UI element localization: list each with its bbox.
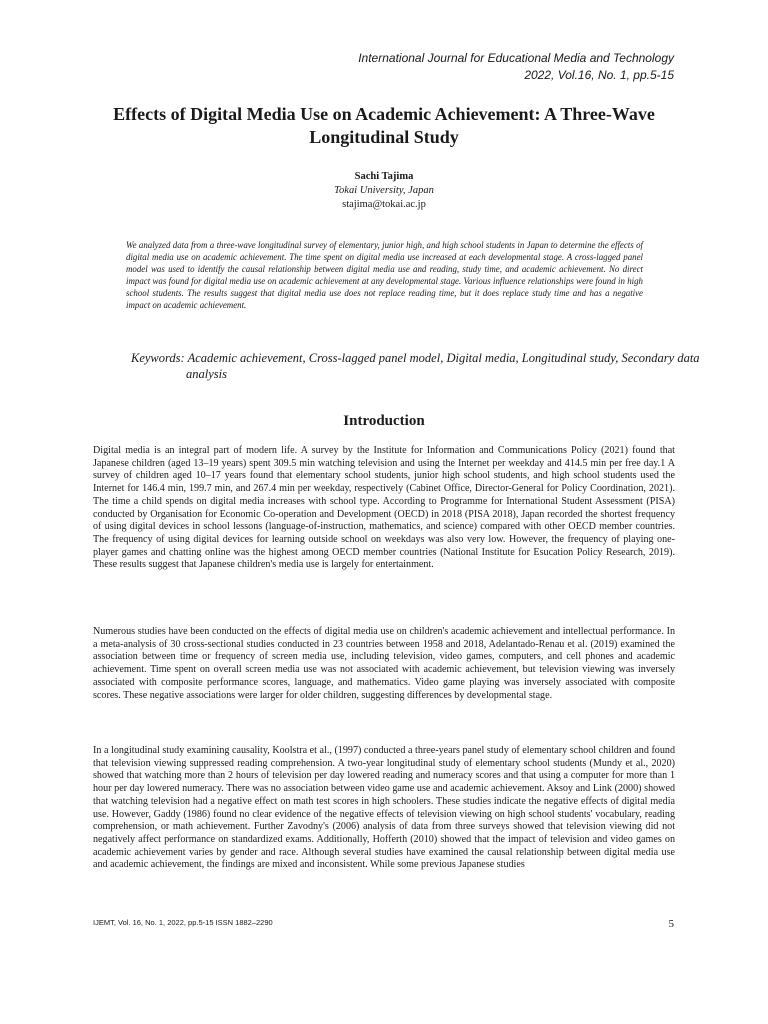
author-name: Sachi Tajima <box>354 171 414 182</box>
footer-citation: IJEMT, Vol. 16, No. 1, 2022, pp.5-15 ISSN 1882–2290 <box>93 918 273 927</box>
author-email: stajima@tokai.ac.jp <box>342 199 426 210</box>
keywords-text: Academic achievement, Cross-lagged panel model, Digital media, Longitudinal study, Secondary data analysis <box>186 351 700 381</box>
journal-header <box>358 50 674 84</box>
journal-name: International Journal for Educational Media and Technology <box>358 51 674 65</box>
section-heading-introduction: Introduction <box>343 413 425 429</box>
body-paragraph: Numerous studies have been conducted on the effects of digital media use on children's academic achievement and intellectual performance. In a meta-analysis of 30 cross-sectional studies conducted in 23 countries between 1958 and 2018, Adelantado-Renau et al. (2019) examined the association between time or frequency of screen media use, including television, video games, computers, and cell phones and academic achievement. Time spent on overall screen media use was not associated with academic achievement, but television viewing was inversely associated with composite performance scores, language, and mathematics. Video game playing was inversely associated with composite scores. These negative associations were larger for older children, suggesting differences by developmental stage. <box>93 626 675 701</box>
keywords <box>131 350 706 382</box>
abstract: We analyzed data from a three-wave longitudinal survey of elementary, junior high, and high school students in Japan to determine the effects of digital media use on academic achievement. The time spent on digital media use increased at each developmental stage. A cross-lagged panel model was used to identify the causal relationship between digital media use and reading, study time, and academic achievement. No direct impact was found for digital media use on academic achievement at any developmental stage. Various influence relationships were found in high school students. The results suggest that digital media use does not replace reading time, but it does replace study time and has a negative impact on academic achievement. <box>126 240 643 311</box>
body-paragraph: Digital media is an integral part of modern life. A survey by the Institute for Information and Communications Policy (2021) found that Japanese children (aged 13–19 years) spent 309.5 min watching television and using the Internet per weekday and 414.5 min per free day.1 A survey of children aged 10–17 years found that elementary school students, junior high school students, and high school students used the Internet for 146.4 min, 199.7 min, and 267.4 min per weekday, respectively (Cabinet Office, Director-General for Policy Coordination, 2021). The time a child spends on digital media increases with school type. According to Programme for International Student Assessment (PISA) conducted by Organisation for Economic Co-operation and Development (OECD) in 2018 (PISA 2018), Japan recorded the shortest frequency of using digital devices in school lessons (language-of-instruction, mathematics, and science) compared with other OECD member countries. The frequency of using digital devices for learning outside school on weekdays was also very low. However, the frequency of playing one-player games and chatting online was the highest among OECD member countries (National Institute for Esucation Policy Research, 2019). These results suggest that Japanese children's media use is largely for entertainment. <box>93 445 675 571</box>
volume-info: 2022, Vol.16, No. 1, pp.5-15 <box>524 68 674 82</box>
author-block <box>0 170 768 212</box>
keywords-label: Keywords: <box>131 351 185 365</box>
body-paragraph: In a longitudinal study examining causality, Koolstra et al., (1997) conducted a three-years panel study of elementary school children and found that television viewing suppressed reading comprehension. A two-year longitudinal study of elementary school students (Mundy et al., 2020) showed that watching more than 2 hours of television per day lowered reading and numeracy scores and that using a computer for more than 1 hour per day lowered numeracy. There was no association between video game use and academic achievement. Aksoy and Link (2000) showed that watching television had a negative effect on math test scores in high schoolers. These studies indicate the negative effects of digital media use. However, Gaddy (1986) found no clear evidence of the negative effects of television viewing on high school students' vocabulary, reading comprehension, or math achievement. Further Zavodny's (2006) analysis of data from three surveys showed that television viewing did not negatively affect performance on standardized exams. Additionally, Hofferth (2010) showed that the impact of television and video games on academic achievement varies by gender and race. Although several studies have examined the causal relationship between digital media use and academic achievement, the findings are mixed and inconsistent. While some previous Japanese studies <box>93 745 675 871</box>
page-number: 5 <box>668 918 674 930</box>
author-affiliation: Tokai University, Japan <box>334 185 434 196</box>
paper-title: Effects of Digital Media Use on Academic Achievement: A Three-Wave Longitudinal Study <box>113 104 655 147</box>
